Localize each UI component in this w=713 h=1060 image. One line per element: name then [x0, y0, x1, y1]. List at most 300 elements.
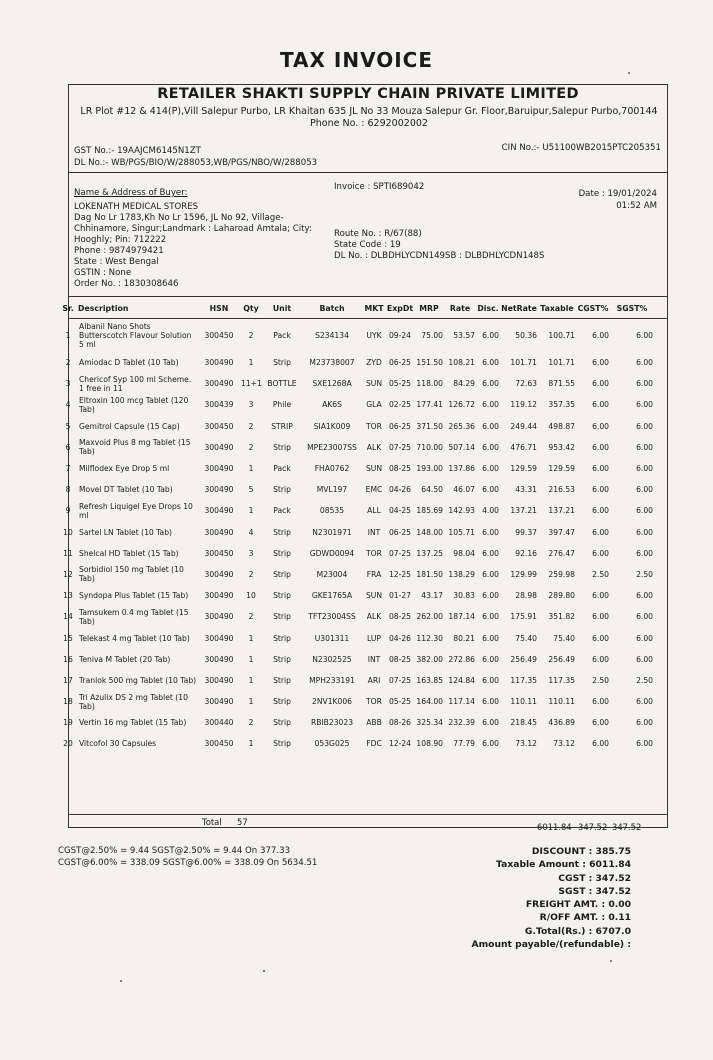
- cell-mkt: INT: [367, 654, 381, 664]
- cell-cgst: 6.00: [592, 421, 609, 431]
- cell-expdt: 04-25: [388, 506, 412, 516]
- cell-mkt: INT: [367, 527, 381, 537]
- cell-netrate: 73.12: [515, 739, 537, 749]
- cell-disc: 6.00: [482, 569, 499, 579]
- cell-qty: 5: [248, 485, 254, 495]
- col-header-rate: Rate: [449, 303, 471, 313]
- cell-unit: Strip: [273, 358, 291, 368]
- cell-mrp: 112.30: [416, 633, 443, 643]
- cell-batch: FHA0762: [314, 464, 350, 474]
- cell-unit: Phile: [272, 400, 292, 410]
- cell-cgst: 6.00: [592, 464, 609, 474]
- cell-sgst: 6.00: [636, 421, 653, 431]
- summary-discount: DISCOUNT : 385.75: [531, 846, 631, 857]
- cell-expdt: 05-25: [388, 697, 412, 707]
- cell-taxable: 357.35: [548, 400, 575, 410]
- header-divider: [68, 172, 668, 173]
- cell-cgst: 6.00: [592, 654, 609, 664]
- cell-taxable: 397.47: [548, 527, 575, 537]
- cell-rate: 77.79: [453, 739, 475, 749]
- cell-qty: 1: [248, 633, 254, 643]
- state-code: State Code : 19: [334, 240, 401, 250]
- cell-rate: 105.71: [448, 527, 475, 537]
- cell-expdt: 08-25: [388, 654, 412, 664]
- cell-description: Movel DT Tablet (10 Tab): [79, 485, 173, 495]
- cell-sr: 10: [63, 527, 73, 537]
- cell-qty: 4: [248, 527, 254, 537]
- cell-batch: 053G025: [314, 739, 350, 749]
- cell-batch: N2301971: [312, 527, 352, 537]
- paper-speck: [610, 960, 612, 962]
- cell-taxable: 871.55: [548, 379, 575, 389]
- cell-mkt: ALL: [367, 506, 381, 516]
- table-row: [58, 352, 654, 373]
- cell-cgst: 6.00: [592, 718, 609, 728]
- cell-sr: 12: [63, 569, 73, 579]
- company-phone: Phone No. : 6292002002: [310, 118, 428, 129]
- cell-batch: SIA1K009: [313, 421, 351, 431]
- cell-sr: 18: [63, 697, 73, 707]
- cell-unit: Strip: [273, 527, 291, 537]
- cell-hsn: 300490: [204, 464, 234, 474]
- cell-rate: 265.36: [448, 421, 475, 431]
- total-label: Total: [202, 817, 222, 827]
- col-header-mrp: MRP: [419, 303, 439, 313]
- col-header-sr: Sr.: [62, 303, 74, 313]
- cell-unit: Strip: [273, 591, 291, 601]
- table-row: [58, 733, 654, 754]
- table-row: [58, 373, 654, 394]
- cell-taxable: 100.71: [548, 330, 575, 340]
- cell-sgst: 6.00: [636, 464, 653, 474]
- cell-expdt: 08-26: [388, 718, 412, 728]
- cell-mkt: UYK: [366, 330, 382, 340]
- cell-disc: 6.00: [482, 485, 499, 495]
- cell-disc: 6.00: [482, 330, 499, 340]
- cell-taxable: 276.47: [548, 548, 575, 558]
- cell-mrp: 148.00: [416, 527, 443, 537]
- cell-mkt: TOR: [366, 421, 382, 431]
- cell-hsn: 300490: [204, 591, 234, 601]
- buyer-gstin: GSTIN : None: [74, 268, 132, 278]
- cin-number: CIN No.:- U51100WB2015PTC205351: [501, 143, 661, 153]
- cell-sr: 3: [65, 379, 71, 389]
- cell-description: Tranlok 500 mg Tablet (10 Tab): [79, 675, 197, 685]
- cell-sgst: 6.00: [636, 697, 653, 707]
- cell-taxable: 289.80: [548, 591, 575, 601]
- cell-sr: 7: [65, 464, 71, 474]
- cell-expdt: 07-25: [388, 548, 412, 558]
- cell-mkt: ARI: [367, 675, 381, 685]
- cell-qty: 3: [248, 548, 254, 558]
- cell-hsn: 300439: [204, 400, 234, 410]
- cell-mrp: 163.85: [416, 675, 443, 685]
- cell-rate: 46.07: [453, 485, 475, 495]
- cell-taxable: 75.40: [553, 633, 575, 643]
- cell-netrate: 175.91: [510, 612, 537, 622]
- cell-sr: 1: [65, 330, 71, 340]
- cell-hsn: 300490: [204, 485, 234, 495]
- cell-expdt: 12-24: [388, 739, 412, 749]
- cell-taxable: 110.11: [548, 697, 575, 707]
- cell-netrate: 476.71: [510, 442, 537, 452]
- cell-cgst: 6.00: [592, 612, 609, 622]
- cell-sr: 13: [63, 591, 73, 601]
- buyer-name: LOKENATH MEDICAL STORES: [74, 202, 199, 212]
- cell-disc: 6.00: [482, 612, 499, 622]
- cell-mkt: LUP: [367, 633, 381, 643]
- cell-expdt: 06-25: [388, 358, 412, 368]
- cell-expdt: 04-26: [388, 633, 412, 643]
- col-header-disc: Disc.: [477, 303, 499, 313]
- cell-description: Milflodex Eye Drop 5 ml: [79, 464, 170, 474]
- paper-speck: [263, 970, 265, 972]
- cell-mrp: 710.00: [416, 442, 443, 452]
- cell-rate: 272.86: [448, 654, 475, 664]
- summary-amount-payable: Amount payable/(refundable) :: [471, 939, 631, 951]
- cell-cgst: 6.00: [592, 527, 609, 537]
- cell-netrate: 92.16: [515, 548, 537, 558]
- cell-rate: 138.29: [448, 569, 475, 579]
- cell-hsn: 300490: [204, 612, 234, 622]
- cell-mrp: 151.50: [416, 358, 443, 368]
- company-address-line: LR Plot #12 & 414(P),Vill Salepur Purbo, LR Khaitan 635 JL No 33 Mouza Salepur Gr. Floor,Baruipur,Salepur Purbo,700144: [80, 106, 658, 117]
- cell-unit: Strip: [273, 697, 291, 707]
- cell-sr: 2: [65, 358, 71, 368]
- summary-roff: R/OFF AMT. : 0.11: [539, 912, 631, 924]
- col-header-qty: Qty: [243, 303, 259, 313]
- col-header-cgst: CGST%: [577, 303, 609, 313]
- cell-sgst: 6.00: [636, 442, 653, 452]
- cell-sgst: 6.00: [636, 400, 653, 410]
- cell-mrp: 371.50: [416, 421, 443, 431]
- cell-hsn: 300490: [204, 442, 234, 452]
- cell-qty: 1: [248, 675, 254, 685]
- cell-hsn: 300440: [204, 718, 234, 728]
- cell-expdt: 04-26: [388, 485, 412, 495]
- cell-sgst: 2.50: [636, 675, 653, 685]
- cell-unit: Strip: [273, 654, 291, 664]
- cell-sgst: 6.00: [636, 485, 653, 495]
- table-row: [58, 712, 654, 733]
- cell-qty: 1: [248, 739, 254, 749]
- cell-expdt: 02-25: [388, 400, 412, 410]
- cell-qty: 2: [248, 330, 254, 340]
- cell-hsn: 300450: [204, 739, 234, 749]
- cell-sr: 5: [65, 421, 71, 431]
- cell-batch: MPE23007SS: [307, 442, 357, 452]
- cell-cgst: 6.00: [592, 442, 609, 452]
- cell-description: Telekast 4 mg Tablet (10 Tab): [79, 633, 190, 643]
- cell-sr: 19: [63, 718, 73, 728]
- cell-expdt: 09-24: [388, 330, 412, 340]
- cell-disc: 6.00: [482, 739, 499, 749]
- cell-description: Vertin 16 mg Tablet (15 Tab): [79, 718, 187, 728]
- cell-hsn: 300450: [204, 330, 234, 340]
- cell-taxable: 117.35: [548, 675, 575, 685]
- cell-unit: Strip: [273, 442, 291, 452]
- invoice-date: Date : 19/01/2024: [578, 189, 657, 199]
- cell-qty: 2: [248, 569, 254, 579]
- cell-batch: AK6S: [322, 400, 342, 410]
- cell-sr: 9: [65, 506, 71, 516]
- cell-mrp: 185.69: [416, 506, 443, 516]
- cell-cgst: 2.50: [592, 675, 609, 685]
- cell-disc: 6.00: [482, 400, 499, 410]
- cell-sgst: 6.00: [636, 527, 653, 537]
- summary-grand-total: G.Total(Rs.) : 6707.0: [524, 925, 631, 937]
- cell-sgst: 6.00: [636, 506, 653, 516]
- table-row: [58, 627, 654, 648]
- cell-expdt: 06-25: [388, 527, 412, 537]
- paper-speck: [628, 72, 630, 74]
- buyer-state: State : West Bengal: [74, 257, 159, 267]
- cell-disc: 6.00: [482, 675, 499, 685]
- summary-sgst: SGST : 347.52: [558, 885, 631, 897]
- table-row: [58, 416, 654, 437]
- cell-netrate: 249.44: [510, 421, 537, 431]
- buyer-divider: [68, 296, 668, 297]
- cell-taxable: 101.71: [548, 358, 575, 368]
- cell-sr: 14: [63, 612, 73, 622]
- cell-netrate: 117.35: [510, 675, 537, 685]
- col-header-batch: Batch: [319, 303, 345, 313]
- cell-disc: 6.00: [482, 697, 499, 707]
- table-row: [58, 394, 654, 415]
- cell-cgst: 6.00: [592, 379, 609, 389]
- cell-description: Amiodac D Tablet (10 Tab): [79, 358, 179, 368]
- cell-mrp: 75.00: [421, 330, 443, 340]
- cell-unit: Strip: [273, 718, 291, 728]
- cell-mkt: FRA: [366, 569, 382, 579]
- cell-sr: 4: [65, 400, 71, 410]
- cell-rate: 30.83: [453, 591, 475, 601]
- table-row: [58, 522, 654, 543]
- cell-description: Sorbidiol 150 mg Tablet (10 Tab): [79, 565, 184, 584]
- cell-batch: 2NV1K006: [311, 697, 352, 707]
- cell-expdt: 08-25: [388, 612, 412, 622]
- cell-cgst: 6.00: [592, 485, 609, 495]
- cell-netrate: 99.37: [515, 527, 537, 537]
- cell-description: Tri Azulix DS 2 mg Tablet (10 Tab): [79, 692, 188, 711]
- table-row: [58, 606, 654, 627]
- cell-sgst: 6.00: [636, 358, 653, 368]
- cell-netrate: 119.12: [510, 400, 537, 410]
- cell-sgst: 6.00: [636, 718, 653, 728]
- col-header-taxable: Taxable: [540, 303, 574, 313]
- cell-mkt: ZYD: [366, 358, 382, 368]
- cell-unit: STRIP: [271, 421, 293, 431]
- cell-sr: 15: [63, 633, 73, 643]
- cell-hsn: 300490: [204, 527, 234, 537]
- cell-unit: Strip: [273, 633, 291, 643]
- cell-sgst: 6.00: [636, 591, 653, 601]
- cell-hsn: 300490: [204, 633, 234, 643]
- cell-description: Teniva M Tablet (20 Tab): [79, 654, 171, 664]
- company-name: RETAILER SHAKTI SUPPLY CHAIN PRIVATE LIMITED: [157, 86, 579, 102]
- cell-disc: 6.00: [482, 421, 499, 431]
- cell-qty: 2: [248, 421, 254, 431]
- summary-freight: FREIGHT AMT. : 0.00: [525, 899, 631, 911]
- cell-hsn: 300490: [204, 697, 234, 707]
- cell-netrate: 72.63: [515, 379, 537, 389]
- cell-disc: 6.00: [482, 464, 499, 474]
- cell-description: Gemitrol Capsule (15 Cap): [79, 421, 180, 431]
- cell-qty: 2: [248, 612, 254, 622]
- cell-batch: S234134: [315, 330, 349, 340]
- cell-rate: 137.86: [448, 464, 475, 474]
- col-header-description: Description: [78, 303, 129, 313]
- table-row: [58, 318, 654, 352]
- cell-hsn: 300490: [204, 569, 234, 579]
- cell-cgst: 2.50: [592, 569, 609, 579]
- cell-mkt: FDC: [366, 739, 382, 749]
- tax-line-2-5: CGST@2.50% = 9.44 SGST@2.50% = 9.44 On 377.33: [58, 846, 291, 856]
- cell-cgst: 6.00: [592, 633, 609, 643]
- cell-sr: 6: [65, 442, 71, 452]
- cell-mkt: SUN: [365, 591, 383, 601]
- cell-qty: 2: [248, 718, 254, 728]
- cell-cgst: 6.00: [592, 330, 609, 340]
- cell-description: Shelcal HD Tablet (15 Tab): [79, 548, 179, 558]
- cell-disc: 6.00: [482, 527, 499, 537]
- cell-qty: 1: [248, 464, 254, 474]
- cell-qty: 1: [248, 358, 254, 368]
- cell-mkt: SUN: [365, 464, 383, 474]
- cell-description: Chericof Syp 100 ml Scheme. 1 free in 11: [79, 374, 192, 393]
- cell-cgst: 6.00: [592, 506, 609, 516]
- tax-line-6: CGST@6.00% = 338.09 SGST@6.00% = 338.09 On 5634.51: [58, 858, 318, 868]
- cell-sr: 11: [63, 548, 73, 558]
- cell-expdt: 08-25: [388, 464, 412, 474]
- cell-rate: 80.21: [453, 633, 475, 643]
- cell-mkt: ABB: [366, 718, 382, 728]
- cell-sgst: 6.00: [636, 330, 653, 340]
- cell-expdt: 01-27: [388, 591, 412, 601]
- cell-sgst: 6.00: [636, 548, 653, 558]
- invoice-number: Invoice : SPTI689042: [334, 182, 425, 192]
- cell-mkt: ALK: [366, 612, 382, 622]
- cell-sgst: 6.00: [636, 739, 653, 749]
- cell-cgst: 6.00: [592, 697, 609, 707]
- cell-mkt: EMC: [365, 485, 383, 495]
- cell-netrate: 101.71: [510, 358, 537, 368]
- total-taxable: 6011.84: [537, 822, 572, 832]
- cell-batch: MVL197: [316, 485, 348, 495]
- cell-rate: 232.39: [448, 718, 475, 728]
- cell-sgst: 6.00: [636, 612, 653, 622]
- cell-taxable: 129.59: [548, 464, 575, 474]
- cell-sr: 8: [65, 485, 71, 495]
- cell-expdt: 12-25: [388, 569, 412, 579]
- col-header-mkt: MKT: [364, 303, 384, 313]
- cell-description: Eltroxin 100 mcg Tablet (120 Tab): [79, 395, 189, 414]
- items-table: [58, 298, 654, 755]
- cell-disc: 6.00: [482, 654, 499, 664]
- cell-qty: 1: [248, 697, 254, 707]
- table-row: [58, 500, 654, 521]
- cell-description: Syndopa Plus Tablet (15 Tab): [79, 591, 189, 601]
- cell-mkt: ALK: [366, 442, 382, 452]
- cell-hsn: 300450: [204, 548, 234, 558]
- cell-disc: 6.00: [482, 633, 499, 643]
- cell-mrp: 64.50: [421, 485, 443, 495]
- cell-rate: 142.93: [448, 506, 475, 516]
- col-header-sgst: SGST%: [616, 303, 648, 313]
- cell-hsn: 300490: [204, 506, 234, 516]
- cell-disc: 4.00: [482, 506, 499, 516]
- cell-netrate: 43.31: [515, 485, 537, 495]
- cell-unit: Strip: [273, 569, 291, 579]
- cell-taxable: 137.21: [548, 506, 575, 516]
- cell-sgst: 6.00: [636, 633, 653, 643]
- table-row: [58, 437, 654, 458]
- cell-disc: 6.00: [482, 358, 499, 368]
- cell-cgst: 6.00: [592, 739, 609, 749]
- buyer-address-1: Dag No Lr 1783,Kh No Lr 1596, JL No 92, Village-: [74, 213, 284, 223]
- items-table-body: [58, 318, 654, 755]
- cell-batch: MPH233191: [309, 675, 355, 685]
- cell-rate: 84.29: [453, 379, 475, 389]
- summary-cgst: CGST : 347.52: [558, 872, 631, 884]
- cell-sr: 20: [63, 739, 73, 749]
- cell-mrp: 137.25: [416, 548, 443, 558]
- cell-rate: 126.72: [448, 400, 475, 410]
- cell-unit: Pack: [273, 330, 291, 340]
- order-number: Order No. : 1830308646: [74, 279, 179, 289]
- cell-sgst: 6.00: [636, 379, 653, 389]
- cell-expdt: 05-25: [388, 379, 412, 389]
- cell-mrp: 262.00: [416, 612, 443, 622]
- cell-batch: M23004: [316, 569, 348, 579]
- cell-mrp: 193.00: [416, 464, 443, 474]
- cell-unit: Strip: [273, 675, 291, 685]
- cell-cgst: 6.00: [592, 400, 609, 410]
- cell-taxable: 498.87: [548, 421, 575, 431]
- dl-number: DL No.:- WB/PGS/BIO/W/288053,WB/PGS/NBO/W/288053: [74, 158, 318, 168]
- table-row: [58, 670, 654, 691]
- cell-disc: 6.00: [482, 442, 499, 452]
- cell-netrate: 75.40: [515, 633, 537, 643]
- cell-mkt: GLA: [366, 400, 382, 410]
- cell-mrp: 181.50: [416, 569, 443, 579]
- col-header-expdt: ExpDt: [386, 303, 414, 313]
- cell-hsn: 300490: [204, 675, 234, 685]
- cell-qty: 11+1: [241, 379, 262, 389]
- buyer-phone: Phone : 9874979421: [74, 246, 164, 256]
- cell-taxable: 953.42: [548, 442, 575, 452]
- cell-netrate: 110.11: [510, 697, 537, 707]
- cell-qty: 2: [248, 442, 254, 452]
- table-row: [58, 691, 654, 712]
- cell-taxable: 216.53: [548, 485, 575, 495]
- cell-netrate: 50.36: [515, 330, 537, 340]
- cell-batch: 08535: [319, 506, 345, 516]
- invoice-dl-number: DL No. : DLBDHLYCDN149SB : DLBDHLYCDN148S: [334, 251, 545, 261]
- cell-netrate: 218.45: [510, 718, 537, 728]
- cell-netrate: 129.99: [510, 569, 537, 579]
- total-qty: 57: [237, 817, 248, 827]
- cell-cgst: 6.00: [592, 358, 609, 368]
- cell-unit: Pack: [273, 464, 291, 474]
- cell-description: Albanil Nano Shots Butterscotch Flavour Solution 5 ml: [79, 321, 192, 349]
- document-title: TAX INVOICE: [279, 48, 434, 72]
- col-header-unit: Unit: [272, 303, 292, 313]
- cell-disc: 6.00: [482, 548, 499, 558]
- cell-rate: 53.57: [453, 330, 475, 340]
- invoice-summary: [471, 845, 631, 951]
- cell-disc: 6.00: [482, 379, 499, 389]
